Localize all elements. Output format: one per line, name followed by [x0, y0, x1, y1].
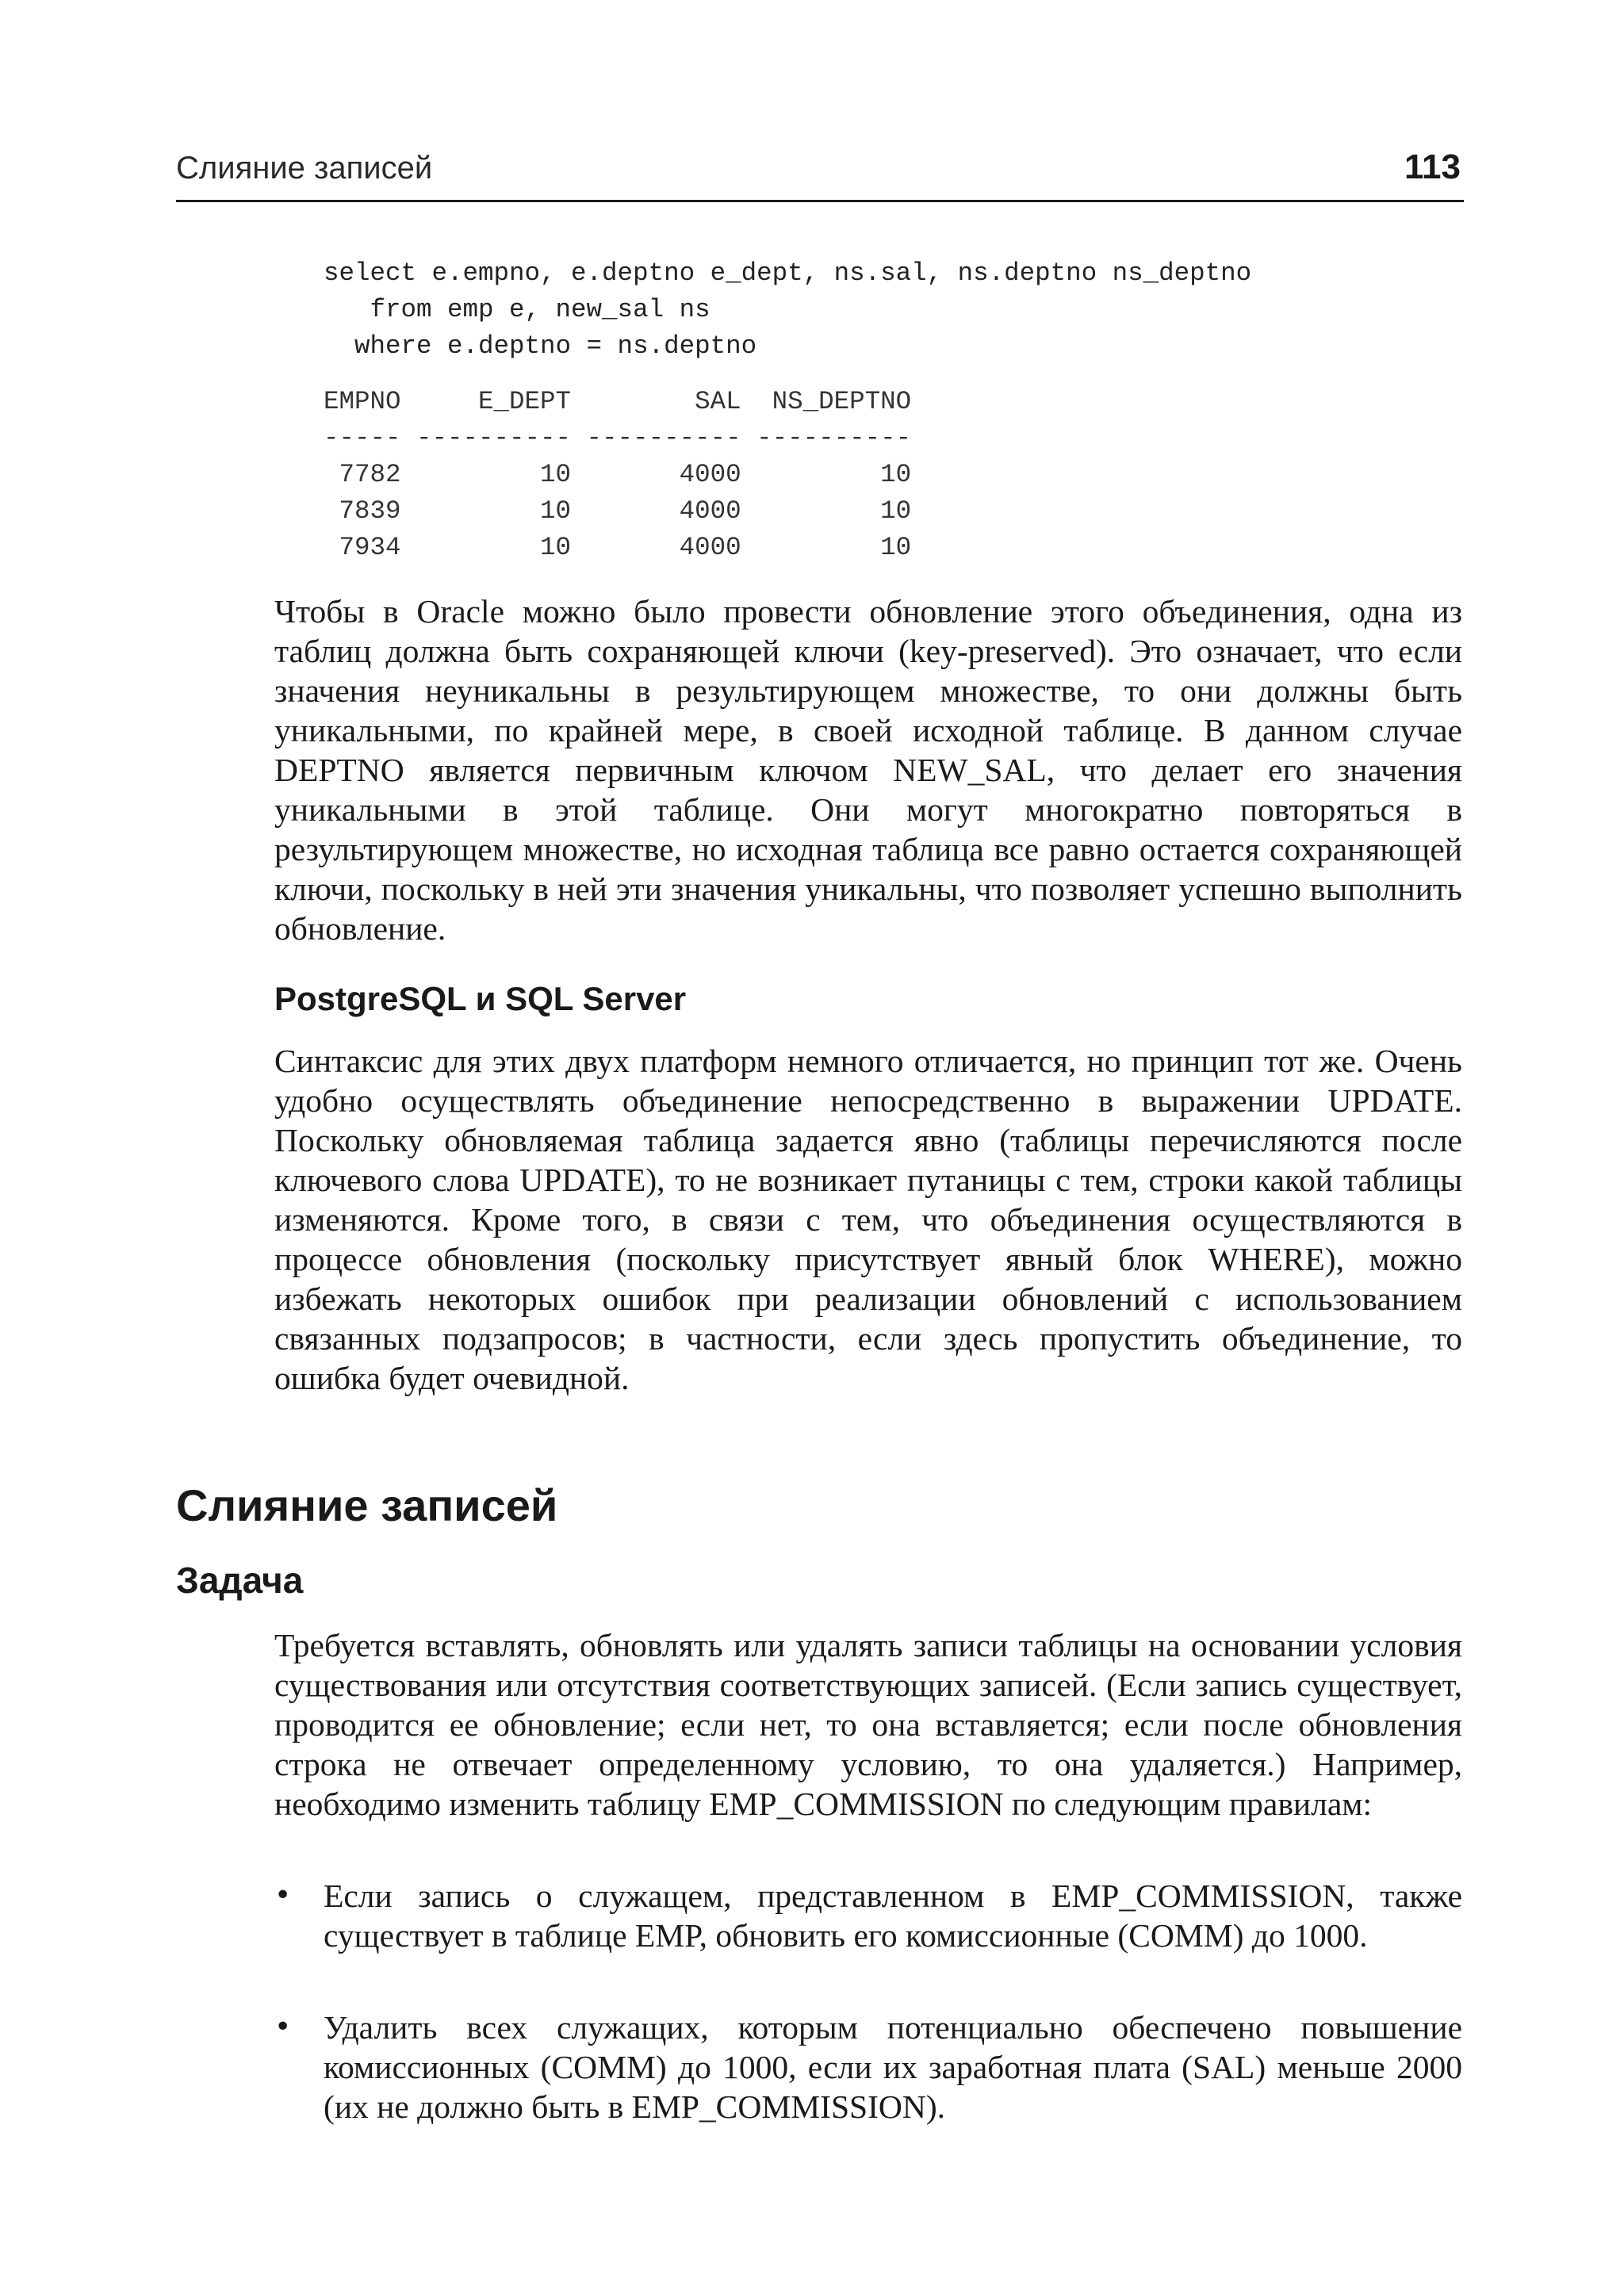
bullet-mark: •	[274, 2011, 292, 2043]
section-title: Слияние записей	[176, 1480, 558, 1530]
subsection-title: Задача	[176, 1560, 304, 1601]
bullet-mark: •	[274, 1879, 292, 1912]
paragraph-postgresql: Синтаксис для этих двух платформ немного отличается, но принцип тот же. Очень удобно осуществлять объединение непосредственно в выражении UPDATE. Поскольку обновляемая таблица задается явно (таблицы перечисляются после ключевого слова UPDATE), то не возникает путаницы с тем, строки какой таблицы изменяются. Кроме того, в связи с тем, что объединения осуществляются в процессе обновления (поскольку присутствует явный блок WHERE), можно избежать некоторых ошибок при реализации обновлений с использованием связанных подзапросов; в частности, если здесь пропустить объединение, то ошибка будет очевидной.	[274, 1043, 1462, 1396]
running-header	[176, 147, 1464, 202]
bullet-text: Если запись о служащем, представленном в EMP_COMMISSION, также существует в таблице EMP, обновить его комиссионные (COMM) до 1000.	[324, 1878, 1462, 1954]
query-result-table: EMPNO E_DEPT SAL NS_DEPTNO ----- ---------- ---------- ---------- 7782 10 4000 10 7839 10 4000 10 7934 10 4000 10	[324, 387, 912, 562]
sql-query-code: select e.empno, e.deptno e_dept, ns.sal, ns.deptno ns_deptno from emp e, new_sal ns where e.deptno = ns.deptno	[324, 258, 1252, 361]
bullet-text: Удалить всех служащих, которым потенциально обеспечено повышение комиссионных (COMM) до 1000, если их заработная плата (SAL) меньше 2000 (их не должно быть в EMP_COMMISSION).	[324, 2009, 1462, 2125]
subhead-postgresql-sql-server: PostgreSQL и SQL Server	[274, 980, 687, 1017]
paragraph-oracle: Чтобы в Oracle можно было провести обновление этого объединения, одна из таблиц должна быть сохраняющей ключи (key-preserved). Это означает, что если значения неуникальны в результирующем множестве, то они должны быть уникальными, по крайней мере, в своей исходной таблице. В данном случае DEPTNO является первичным ключом NEW_SAL, что делает его значения уникальными в этой таблице. Они могут многократно повторяться в результирующем множестве, но исходная таблица все равно остается сохраняющей ключи, поскольку в ней эти значения уникальны, что позволяет успешно выполнить обновление.	[274, 593, 1462, 947]
paragraph-task: Требуется вставлять, обновлять или удалять записи таблицы на основании условия существования или отсутствия соответствующих записей. (Если запись существует, проводится ее обновление; если нет, то она вставляется; если после обновления строка не отвечает определенному условию, то она удаляется.) Например, необходимо изменить таблицу EMP_COMMISSION по следующим правилам:	[274, 1627, 1462, 1822]
running-header-title: Слияние записей	[176, 151, 433, 186]
page-number: 113	[1404, 147, 1461, 186]
